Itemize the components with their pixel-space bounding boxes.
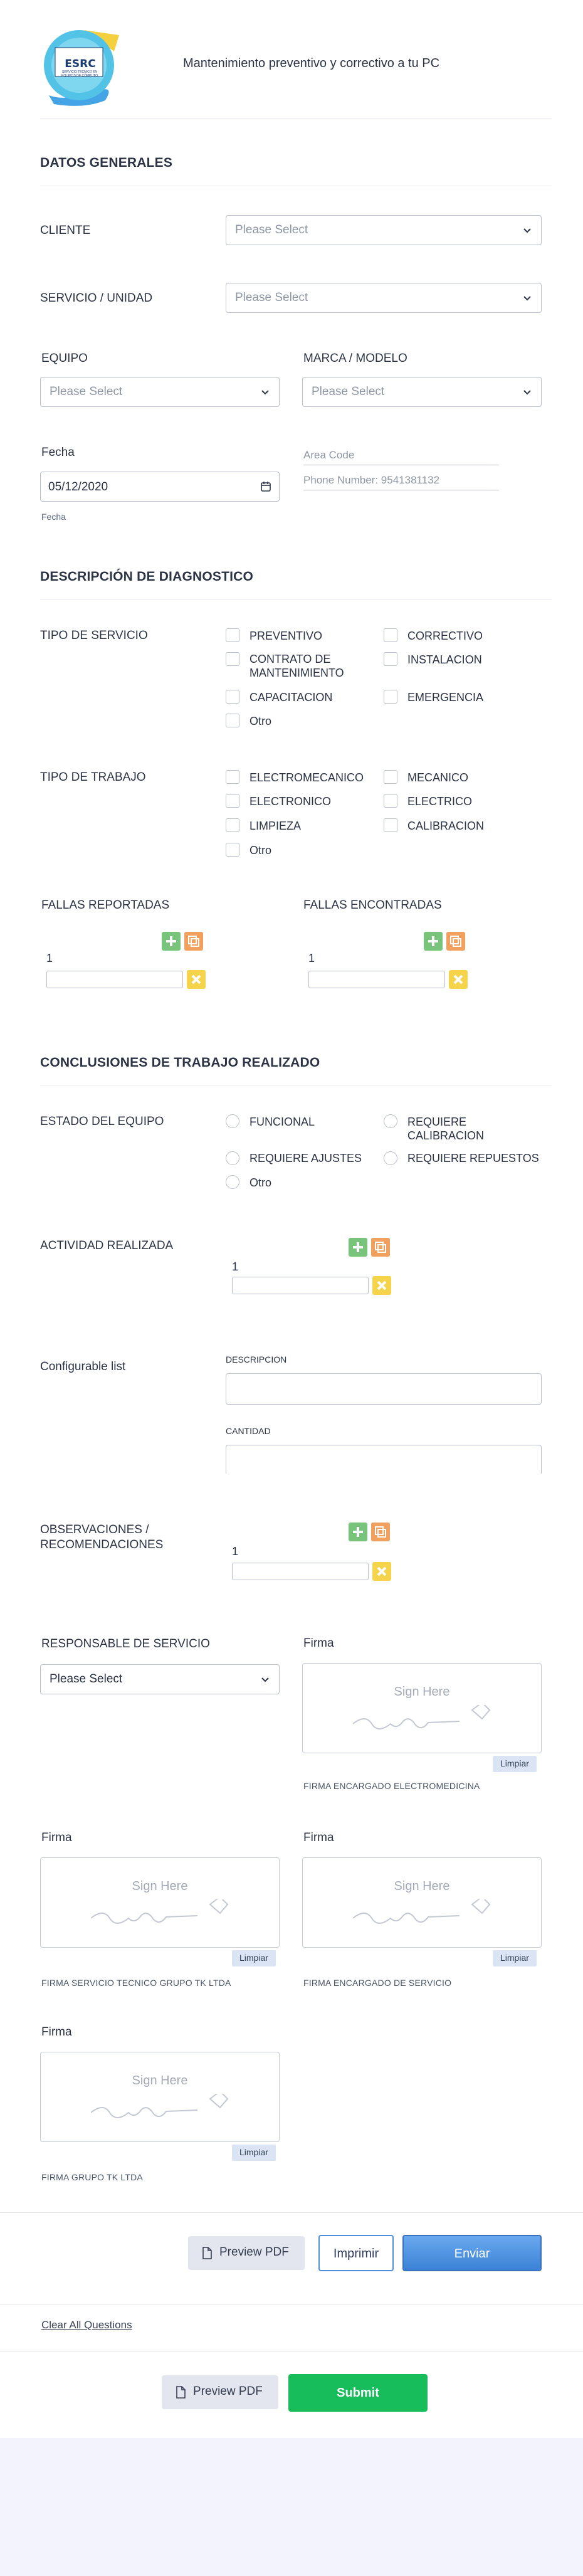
signature-pen-icon [91,1899,241,1937]
fallas-encontradas-label: FALLAS ENCONTRADAS [303,899,442,912]
close-icon [372,1276,391,1295]
area-code-field[interactable]: Area Code [303,449,499,465]
signature-pad-4[interactable] [40,2052,280,2142]
fallas-reportadas-input[interactable] [46,971,183,988]
checkbox-capacitacion[interactable] [226,690,239,704]
clear-signature-button[interactable]: Limpiar [232,2145,276,2161]
fecha-sublabel: Fecha [41,512,66,522]
cantidad-label: CANTIDAD [226,1426,271,1436]
option-calibracion: CALIBRACION [407,820,485,832]
option-mecanico: MECANICO [407,771,469,784]
servicio-label: SERVICIO / UNIDAD [40,292,153,305]
cliente-label: CLIENTE [40,224,91,237]
cantidad-input-clip [226,1445,542,1474]
chevron-down-icon [522,387,532,397]
copy-icon [184,932,203,951]
section-conclusiones: CONCLUSIONES DE TRABAJO REALIZADO [40,1055,320,1070]
checkbox-electrico[interactable] [384,794,397,808]
observaciones-input[interactable] [232,1563,369,1580]
actividad-input[interactable] [232,1277,369,1294]
plus-icon [349,1238,367,1257]
sign-here-text: Sign Here [394,1685,450,1699]
chevron-down-icon [522,225,532,235]
responsable-select[interactable] [40,1664,280,1694]
enviar-label: Enviar [454,2247,490,2261]
option-electronico: ELECTRONICO [249,795,332,808]
add-row-button[interactable] [349,1238,367,1257]
cliente-select[interactable] [226,215,542,245]
chevron-down-icon [522,293,532,303]
delete-row-button[interactable] [449,970,468,989]
option-preventivo: PREVENTIVO [249,630,323,642]
option-correctivo: CORRECTIVO [407,630,483,642]
checkbox-electronico[interactable] [226,794,239,808]
copy-row-button[interactable] [184,932,203,951]
firma-4-label: Firma [41,2025,72,2039]
observaciones-count: 1 [232,1545,239,1558]
option-electromecanico: ELECTROMECANICO [249,771,364,784]
firma-1-label: Firma [303,1637,334,1650]
checkbox-calibracion[interactable] [384,818,397,832]
delete-row-button[interactable] [187,970,206,989]
enviar-button[interactable] [402,2235,542,2271]
logo-subtext: SERVICIO TECNICO EN EQUIPOS DE CÓMPUTO [61,70,98,78]
radio-requiere-ajustes[interactable] [226,1151,239,1165]
close-icon [187,970,206,989]
equipo-select[interactable] [40,377,280,407]
checkbox-emergencia[interactable] [384,690,397,704]
option-instalacion: INSTALACION [407,653,482,666]
marca-select[interactable] [302,377,542,407]
observaciones-label: OBSERVACIONES / RECOMENDACIONES [40,1523,164,1551]
equipo-label: EQUIPO [41,352,88,365]
fallas-encontradas-input[interactable] [308,971,445,988]
fecha-input[interactable] [40,472,280,502]
sign-here-text: Sign Here [394,1879,450,1893]
fecha-value: 05/12/2020 [48,480,108,494]
signature-pad-2[interactable] [40,1857,280,1948]
descripcion-input[interactable] [226,1373,542,1405]
radio-requiere-repuestos[interactable] [384,1151,397,1165]
firma-4-caption: FIRMA GRUPO TK LTDA [41,2172,143,2182]
fallas-reportadas-count: 1 [46,952,53,964]
option-otro-servicio: Otro [249,715,272,727]
imprimir-button[interactable] [318,2235,394,2271]
signature-pad-3[interactable] [302,1857,542,1948]
phone-number-field[interactable]: Phone Number: 9541381132 [303,474,499,490]
checkbox-otro-trabajo[interactable] [226,843,239,857]
radio-requiere-calibracion[interactable] [384,1114,397,1128]
option-requiere-calibracion: REQUIERE CALIBRACION [407,1116,485,1142]
firma-3-label: Firma [303,1831,334,1844]
firma-2-caption: FIRMA SERVICIO TECNICO GRUPO TK LTDA [41,1978,231,1988]
copy-icon [446,932,465,951]
checkbox-limpieza[interactable] [226,818,239,832]
clear-signature-button[interactable]: Limpiar [493,1756,537,1772]
preview-pdf-label: Preview PDF [219,2246,289,2259]
radio-otro-estado[interactable] [226,1175,239,1189]
fecha-label: Fecha [41,446,75,459]
chevron-down-icon [260,1674,270,1684]
document-icon [201,2246,213,2260]
servicio-placeholder: Please Select [235,291,308,304]
plus-icon [162,932,181,951]
firma-2-label: Firma [41,1831,72,1844]
responsable-label: RESPONSABLE DE SERVICIO [41,1637,210,1650]
checkbox-instalacion[interactable] [384,652,397,666]
configurable-list-label: Configurable list [40,1360,126,1373]
section-diagnostico: DESCRIPCIÓN DE DIAGNOSTICO [40,569,254,584]
logo-text: ESRC [65,58,96,70]
option-requiere-repuestos: REQUIERE REPUESTOS [407,1152,539,1164]
cliente-placeholder: Please Select [235,223,308,236]
signature-pen-icon [353,1899,503,1937]
cantidad-input[interactable] [226,1445,542,1474]
checkbox-correctivo[interactable] [384,628,397,642]
option-requiere-ajustes: REQUIERE AJUSTES [249,1152,362,1164]
submit-button[interactable] [288,2374,428,2412]
checkbox-contrato[interactable] [226,652,239,666]
option-contrato: CONTRATO DE MANTENIMIENTO [249,653,344,679]
delete-row-button[interactable] [372,1562,391,1581]
copy-row-button[interactable] [371,1238,390,1257]
sign-here-text: Sign Here [132,2074,188,2088]
option-capacitacion: CAPACITACION [249,691,333,704]
submit-label: Submit [337,2386,379,2400]
actividad-label: ACTIVIDAD REALIZADA [40,1239,174,1252]
option-otro-estado: Otro [249,1176,272,1189]
option-emergencia: EMERGENCIA [407,691,484,704]
clear-signature-button[interactable]: Limpiar [493,1950,537,1966]
plus-icon [424,932,443,951]
preview-pdf-button[interactable] [188,2236,305,2270]
preview-pdf-label: Preview PDF [193,2385,263,2398]
estado-label: ESTADO DEL EQUIPO [40,1115,164,1128]
clear-signature-button[interactable]: Limpiar [232,1950,276,1966]
servicio-select[interactable] [226,283,542,313]
option-limpieza: LIMPIEZA [249,820,302,832]
fallas-encontradas-count: 1 [308,952,315,964]
add-row-button[interactable] [424,932,443,951]
radio-funcional[interactable] [226,1114,239,1128]
close-icon [372,1562,391,1581]
tipo-trabajo-label: TIPO DE TRABAJO [40,771,146,784]
responsable-value: Please Select [50,1672,123,1686]
delete-row-button[interactable] [372,1276,391,1295]
option-funcional: FUNCIONAL [249,1116,315,1128]
add-row-button[interactable] [162,932,181,951]
copy-row-button[interactable] [371,1523,390,1541]
copy-icon [371,1238,390,1257]
marca-placeholder: Please Select [312,385,385,398]
calendar-icon[interactable] [260,481,271,492]
option-electrico: ELECTRICO [407,795,473,808]
chevron-down-icon [260,387,270,397]
checkbox-electromecanico[interactable] [226,770,239,784]
add-row-button[interactable] [349,1523,367,1541]
imprimir-label: Imprimir [333,2247,379,2261]
logo [40,26,123,107]
fallas-reportadas-label: FALLAS REPORTADAS [41,899,170,912]
firma-1-caption: FIRMA ENCARGADO ELECTROMEDICINA [303,1781,480,1791]
marca-label: MARCA / MODELO [303,352,407,365]
option-otro-trabajo: Otro [249,844,272,857]
document-icon [174,2385,187,2399]
sign-here-text: Sign Here [132,1879,188,1893]
plus-icon [349,1523,367,1541]
actividad-count: 1 [232,1260,239,1273]
close-icon [449,970,468,989]
signature-pen-icon [353,1705,503,1743]
tipo-servicio-label: TIPO DE SERVICIO [40,629,148,642]
page-title: Mantenimiento preventivo y correctivo a tu PC [183,56,440,70]
section-datos-generales: DATOS GENERALES [40,156,173,170]
equipo-placeholder: Please Select [50,385,123,398]
signature-pad-1[interactable] [302,1663,542,1753]
descripcion-label: DESCRIPCION [226,1354,287,1365]
clear-all-questions-link[interactable]: Clear All Questions [41,2319,132,2331]
preview-pdf-button-2[interactable] [162,2375,278,2409]
checkbox-otro-servicio[interactable] [226,714,239,727]
checkbox-preventivo[interactable] [226,628,239,642]
copy-icon [371,1523,390,1541]
copy-row-button[interactable] [446,932,465,951]
checkbox-mecanico[interactable] [384,770,397,784]
signature-pen-icon [91,2094,241,2131]
firma-3-caption: FIRMA ENCARGADO DE SERVICIO [303,1978,452,1988]
